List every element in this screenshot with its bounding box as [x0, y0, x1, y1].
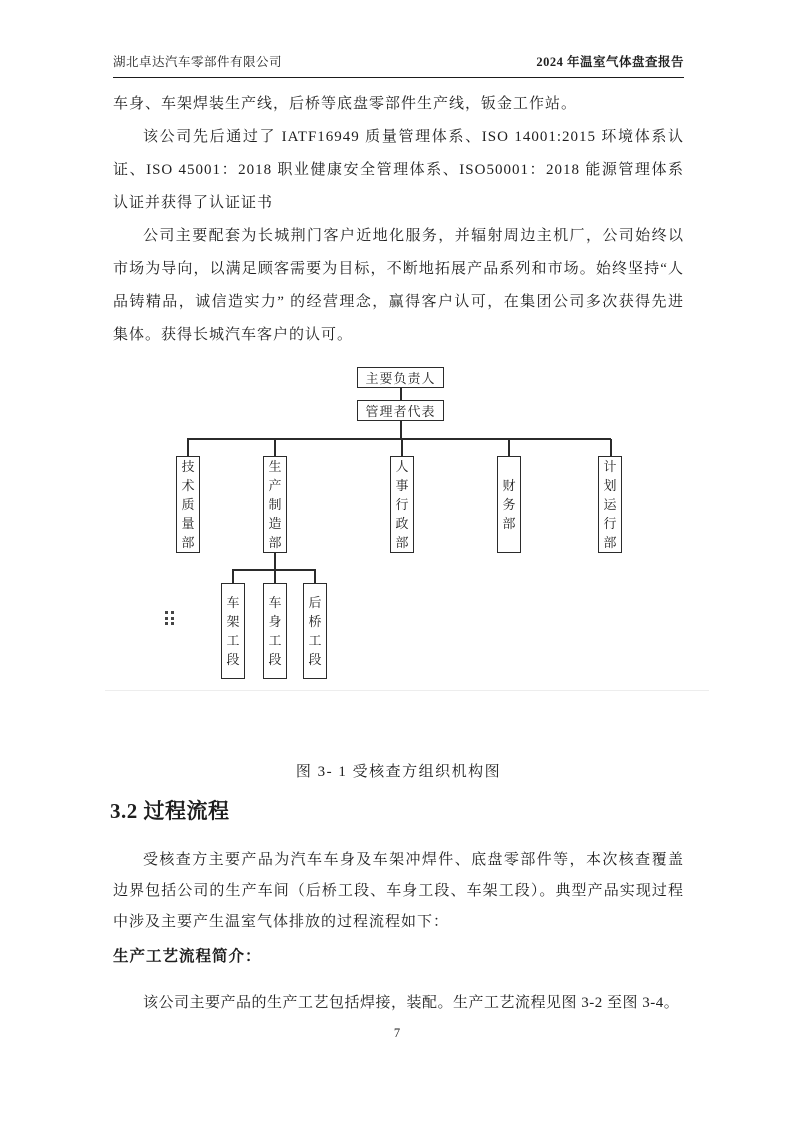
drag-handle-dots-icon — [165, 611, 174, 625]
section-heading: 3.2 过程流程 — [110, 799, 230, 823]
paragraph-process-scope: 受核查方主要产品为汽车车身及车架冲焊件、底盘零部件等，本次核查覆盖边界包括公司的生产车间（后桥工段、车身工段、车架工段）。典型产品实现过程中涉及主要产生温室气体排放的过程流程如下： — [113, 852, 684, 930]
org-box-planning-dept — [598, 456, 622, 553]
org-box-body-section — [263, 583, 287, 679]
org-box-hr-admin-dept — [390, 456, 414, 553]
org-box-main-responsible — [357, 367, 444, 388]
body-text-block — [113, 88, 684, 352]
org-box-rear-axle-section — [303, 583, 327, 679]
org-box-label: 车架工段 — [226, 595, 240, 667]
org-box-label: 管理者代表 — [365, 404, 436, 419]
connector-line — [400, 421, 402, 438]
org-box-production-dept — [263, 456, 287, 553]
org-box-label: 财务部 — [502, 478, 516, 531]
org-box-label: 主要负责人 — [365, 371, 436, 386]
diagram-boundary-line — [105, 690, 709, 691]
connector-line — [274, 439, 276, 456]
process-intro-subheading: 生产工艺流程简介： — [113, 948, 262, 965]
header-company-name: 湖北卓达汽车零部件有限公司 — [113, 55, 283, 69]
paragraph-process-summary: 该公司主要产品的生产工艺包括焊接，装配。生产工艺流程见图 3-2 至图 3-4。 — [143, 995, 680, 1011]
connector-line — [187, 439, 189, 456]
org-box-label: 计划运行部 — [603, 459, 617, 550]
connector-line — [508, 439, 510, 456]
org-box-label: 车身工段 — [268, 595, 282, 667]
connector-line — [274, 570, 276, 583]
org-box-label: 技术质量部 — [181, 459, 195, 550]
connector-line — [314, 570, 316, 583]
org-box-label: 生产制造部 — [268, 459, 282, 550]
org-box-frame-section — [221, 583, 245, 679]
org-box-label: 人事行政部 — [395, 459, 409, 550]
connector-line — [610, 439, 612, 456]
paragraph-production-lines: 车身、车架焊装生产线，后桥等底盘零部件生产线，钣金工作站。 — [113, 96, 578, 112]
org-box-tech-quality-dept — [176, 456, 200, 553]
connector-line — [232, 570, 234, 583]
page-header — [113, 52, 684, 78]
connector-line — [400, 388, 402, 400]
paragraph-company-philosophy: 公司主要配套为长城荆门客户近地化服务，并辐射周边主机厂，公司始终以市场为导向，以满足顾客需要为目标，不断地拓展产品系列和市场。始终坚持“人品铸精品，诚信造实力” 的经营理念，赢得客户认可，在集团公司多次获得先进集体。获得长城汽车客户的认可。 — [113, 228, 684, 343]
header-report-title: 2024 年温室气体盘查报告 — [536, 55, 684, 69]
figure-caption: 图 3- 1 受核查方组织机构图 — [295, 764, 502, 780]
connector-line — [187, 438, 611, 440]
connector-line — [274, 552, 276, 570]
org-box-management-rep — [357, 400, 444, 421]
paragraph-certifications: 该公司先后通过了 IATF16949 质量管理体系、ISO 14001:2015 环境体系认证、ISO 45001：2018 职业健康安全管理体系、ISO50001：2018 能源管理体系认证并获得了认证证书 — [113, 129, 684, 211]
page-number: 7 — [393, 1026, 401, 1040]
connector-line — [401, 439, 403, 456]
org-box-label: 后桥工段 — [308, 595, 322, 667]
org-box-finance-dept — [497, 456, 521, 553]
